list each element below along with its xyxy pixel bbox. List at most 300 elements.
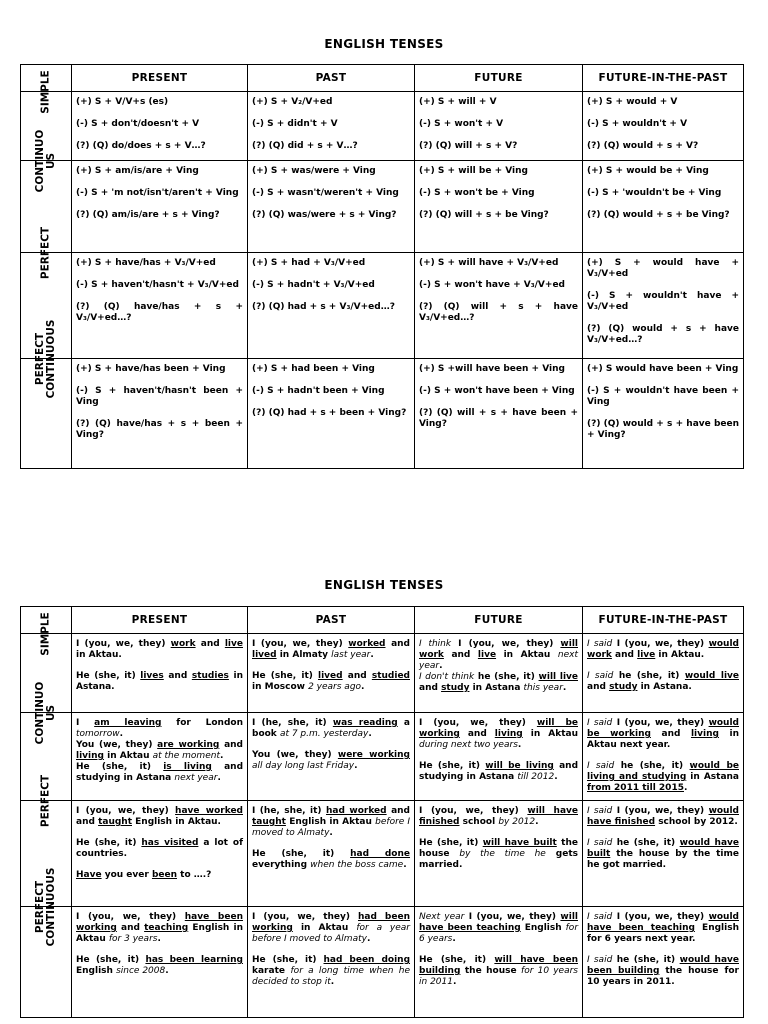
text-segment: I (you, we, they)	[419, 718, 537, 728]
text-segment: .	[119, 729, 123, 739]
text-segment: lived	[318, 671, 343, 681]
text-segment: He (she, it)	[76, 762, 164, 772]
example-paragraph	[587, 838, 739, 871]
table-row	[21, 253, 744, 359]
text-segment: he (she, it)	[614, 761, 690, 771]
text-segment: living	[494, 729, 523, 739]
row-label: PERFECT CONTINUOUS	[34, 319, 57, 399]
text-segment: English in Aktau.	[132, 817, 221, 827]
text-segment: He (she, it)	[76, 955, 146, 965]
text-segment: when the boss came	[310, 860, 404, 870]
text-segment: has been learning	[145, 955, 243, 965]
text-segment: study	[609, 682, 638, 692]
text-segment: .	[452, 934, 456, 944]
cell-future	[415, 161, 583, 253]
text-segment: I (you, we, they)	[612, 718, 709, 728]
formula-line: (+) S + would be + Ving	[587, 166, 709, 176]
text-segment: .	[366, 934, 371, 944]
text-segment: have worked	[175, 806, 243, 816]
text-segment: during next two years	[419, 740, 518, 750]
text-segment: English in Aktau	[285, 817, 376, 827]
formula-line: (-) S + hadn't + V₃/V+ed	[252, 280, 375, 290]
text-segment: He (she, it)	[419, 761, 486, 771]
text-segment: You (we, they)	[76, 740, 158, 750]
formula-line: (-) S + haven't/hasn't been + Ving	[76, 386, 243, 407]
text-segment: will have been teaching	[419, 912, 578, 933]
text-segment: tomorrow	[76, 729, 120, 739]
text-segment: I (you, we, they)	[464, 912, 561, 922]
row-label-cell	[21, 867, 72, 1018]
row-label: PERFECT CONTINUOUS	[34, 867, 57, 947]
text-segment: Have	[76, 870, 102, 880]
formula-line: (-) S + didn't + V	[252, 119, 338, 129]
text-segment: is living	[163, 762, 212, 772]
text-segment: by the time he	[459, 849, 546, 859]
text-segment: .	[403, 860, 407, 870]
cell-future-in-the-past	[583, 801, 744, 907]
formula-line: (-) S + wouldn't have + V₃/V+ed	[587, 291, 739, 312]
text-segment: all day long last Friday	[252, 761, 355, 771]
text-segment: live	[477, 650, 497, 660]
cell-past	[248, 801, 415, 907]
text-segment: I (you, we, they)	[419, 806, 528, 816]
formula-line: (?) (Q) will + s + be Ving?	[419, 210, 549, 220]
header-past: PAST	[248, 607, 415, 634]
text-segment: in Aktau.	[655, 650, 705, 660]
text-segment: .	[535, 817, 539, 827]
text-segment: I (you, we, they)	[252, 639, 349, 649]
text-segment: He (she, it)	[419, 955, 495, 965]
text-segment: I said	[587, 639, 613, 649]
text-segment: .	[361, 682, 365, 692]
text-segment: last year	[331, 650, 371, 660]
text-segment: taught	[252, 817, 286, 827]
text-segment: next year	[174, 773, 218, 783]
text-segment: I (you, we, they)	[76, 912, 185, 922]
example-paragraph	[419, 806, 578, 828]
text-segment: I said	[587, 671, 614, 681]
row-label: SIMPLE	[39, 70, 52, 114]
table-row	[21, 713, 744, 801]
text-segment: for a year before I moved to Almaty	[252, 923, 410, 944]
example-paragraph	[252, 718, 410, 740]
cell-future	[415, 92, 583, 161]
example-paragraph	[419, 838, 578, 871]
example-paragraph	[587, 718, 739, 751]
text-segment: school by 2012.	[655, 817, 738, 827]
cell-future	[415, 359, 583, 469]
example-paragraph	[252, 849, 410, 871]
formula-line: (-) S + wouldn't + V	[587, 119, 688, 129]
text-segment: from 2011 till 2015	[587, 783, 684, 793]
text-segment: teaching	[144, 923, 189, 933]
text-segment: He (she, it)	[252, 849, 351, 859]
text-segment: in Aktau	[103, 751, 153, 761]
cell-present	[72, 634, 248, 713]
text-segment: had been doing	[323, 955, 411, 965]
example-paragraph	[76, 955, 243, 977]
text-segment: I said	[587, 955, 613, 965]
example-paragraph	[419, 912, 578, 945]
cell-past	[248, 161, 415, 253]
text-segment: I (you, we, they)	[76, 806, 176, 816]
header-future-in-the-past: FUTURE-IN-THE-PAST	[583, 607, 744, 634]
text-segment: and studying in Astana	[419, 761, 579, 782]
text-segment: would live	[684, 671, 739, 681]
row-label: SIMPLE	[39, 612, 52, 656]
example-paragraph	[587, 806, 739, 828]
formula-line: (?) (Q) will + s + V?	[419, 141, 518, 151]
text-segment: .	[517, 740, 522, 750]
header-present: PRESENT	[72, 65, 248, 92]
cell-future-in-the-past	[583, 161, 744, 253]
text-segment: a book	[252, 718, 410, 739]
formula-line: (+) S + V₂/V+ed	[252, 97, 333, 107]
text-segment: for London	[161, 718, 243, 728]
tenses-formula-table	[20, 64, 744, 469]
row-label-cell	[21, 319, 72, 469]
text-segment: .	[330, 977, 335, 987]
text-segment: school	[459, 817, 499, 827]
text-segment: he (she, it)	[474, 672, 539, 682]
cell-past	[248, 359, 415, 469]
formula-line: (?) (Q) am/is/are + s + Ving?	[76, 210, 220, 220]
text-segment: karate	[252, 966, 291, 976]
cell-future-in-the-past	[583, 359, 744, 469]
cell-future	[415, 634, 583, 713]
formula-line: (-) S + won't have + V₃/V+ed	[419, 280, 565, 290]
text-segment: will have been building	[419, 955, 578, 976]
text-segment: live	[224, 639, 243, 649]
text-segment: .	[219, 751, 224, 761]
formula-line: (+) S would have been + Ving	[587, 364, 739, 374]
example-paragraph	[76, 718, 243, 784]
example-paragraph	[587, 912, 739, 945]
formula-line: (+) S + would + V	[587, 97, 678, 107]
text-segment: You (we, they)	[252, 750, 338, 760]
text-segment: in Aktau	[496, 650, 558, 660]
text-segment: will have finished	[419, 806, 578, 827]
text-segment: in Aktau next year.	[587, 729, 739, 750]
text-segment: in Astana	[686, 772, 739, 782]
cell-future-in-the-past	[583, 713, 744, 801]
formula-line: (+) S + was/were + Ving	[252, 166, 376, 176]
table-row	[21, 359, 744, 469]
formula-line: (-) S + haven't/hasn't + V₃/V+ed	[76, 280, 239, 290]
header-present: PRESENT	[72, 607, 248, 634]
text-segment: He (she, it)	[76, 838, 142, 848]
example-paragraph	[252, 955, 410, 988]
cell-present	[72, 359, 248, 469]
example-paragraph	[587, 955, 739, 988]
text-segment: in Moscow	[252, 682, 309, 692]
text-segment: .	[439, 661, 443, 671]
text-segment: you ever	[101, 870, 152, 880]
text-segment: studies	[191, 671, 229, 681]
text-segment: and	[219, 740, 243, 750]
text-segment: I (you, we, they)	[252, 912, 358, 922]
text-segment: will live	[538, 672, 578, 682]
text-segment: I said	[587, 718, 613, 728]
text-segment: live	[637, 650, 656, 660]
formula-line: (-) S + 'm not/isn't/aren't + Ving	[76, 188, 239, 198]
formula-line: (+) S + V/V+s (es)	[76, 97, 169, 107]
cell-future-in-the-past	[583, 253, 744, 359]
cell-present	[72, 713, 248, 801]
formula-line: (+) S +will have been + Ving	[419, 364, 565, 374]
text-segment: lived	[252, 650, 277, 660]
header-future-in-the-past: FUTURE-IN-THE-PAST	[583, 65, 744, 92]
text-segment: and studying in Astana	[76, 762, 244, 783]
formula-line: (-) S + wouldn't have been + Ving	[587, 386, 739, 407]
text-segment: I (you, we, they)	[612, 806, 709, 816]
formula-line: (?) (Q) will + s + have been + Ving?	[419, 408, 578, 429]
example-paragraph	[419, 761, 578, 783]
row-label: PERFECT	[39, 774, 52, 828]
formula-line: (+) S + will have + V₃/V+ed	[419, 258, 559, 268]
text-segment: would have been building	[587, 955, 739, 976]
text-segment: he (she, it)	[613, 671, 685, 681]
example-paragraph	[419, 718, 578, 751]
cell-future-in-the-past	[583, 634, 744, 713]
example-paragraph	[419, 639, 578, 694]
example-paragraph	[587, 639, 739, 661]
text-segment: for a long time when he decided to stop it	[252, 966, 410, 987]
text-segment: worked	[348, 639, 386, 649]
example-paragraph	[587, 761, 739, 794]
cell-future	[415, 253, 583, 359]
text-segment: I (you, we, they)	[76, 639, 171, 649]
text-segment: .	[562, 683, 567, 693]
text-segment: gets married.	[419, 849, 579, 870]
row-label: CONTINUO US	[34, 129, 57, 193]
text-segment: been	[151, 870, 178, 880]
formula-line: (+) S + am/is/are + Ving	[76, 166, 199, 176]
text-segment: .	[165, 966, 169, 976]
text-segment: .	[370, 650, 374, 660]
table-row	[21, 907, 744, 1018]
formula-line: (+) S + will be + Ving	[419, 166, 528, 176]
text-segment: study	[441, 683, 470, 693]
text-segment: and	[459, 729, 495, 739]
text-segment: before I moved to Almaty	[252, 817, 410, 838]
text-segment: and	[443, 650, 478, 660]
text-segment: would have built	[587, 838, 739, 859]
text-segment: will be working	[419, 718, 578, 739]
text-segment: I (he, she, it)	[252, 718, 333, 728]
text-segment: will be living	[485, 761, 554, 771]
text-segment: in Almaty	[276, 650, 332, 660]
example-paragraph	[76, 639, 243, 661]
text-segment: and	[116, 923, 145, 933]
text-segment: since 2008	[116, 966, 166, 976]
text-segment: English	[520, 923, 566, 933]
text-segment: and	[611, 650, 638, 660]
text-segment: I (he, she, it)	[252, 806, 326, 816]
text-segment: .	[157, 934, 161, 944]
formula-line: (?) (Q) was/were + s + Ving?	[252, 210, 397, 220]
formula-line: (+) S + have/has + V₃/V+ed	[76, 258, 216, 268]
row-label: CONTINUO US	[34, 681, 57, 745]
text-segment: will work	[419, 639, 578, 660]
text-segment: next year	[419, 650, 578, 671]
formula-line: (-) S + 'wouldn't be + Ving	[587, 188, 722, 198]
text-segment: for 6 years	[419, 923, 579, 944]
text-segment: work	[170, 639, 196, 649]
text-segment: and	[342, 671, 372, 681]
text-segment: had been working	[252, 912, 410, 933]
example-paragraph	[252, 671, 410, 693]
formula-line: (-) S + don't/doesn't + V	[76, 119, 200, 129]
cell-past	[248, 92, 415, 161]
text-segment: and	[195, 639, 225, 649]
header-past: PAST	[248, 65, 415, 92]
text-segment: for 10 years in 2011	[419, 966, 579, 987]
formula-line: (?) (Q) would + s + have V₃/V+ed…?	[587, 324, 739, 345]
text-segment: and	[76, 817, 99, 827]
text-segment: English in Aktau	[76, 923, 243, 944]
text-segment: at 7 p.m. yesterday	[279, 729, 369, 739]
cell-future-in-the-past	[583, 92, 744, 161]
formula-line: (?) (Q) did + s + V…?	[252, 141, 358, 151]
text-segment: would have been teaching	[587, 912, 739, 933]
table-row	[21, 801, 744, 907]
text-segment: and	[587, 682, 610, 692]
text-segment: and	[163, 671, 192, 681]
text-segment: at the moment	[152, 751, 220, 761]
cell-future	[415, 907, 583, 1018]
header-future: FUTURE	[415, 607, 583, 634]
text-segment: I said	[587, 912, 613, 922]
example-paragraph	[76, 912, 243, 945]
text-segment: He (she, it)	[76, 671, 141, 681]
text-segment: .	[354, 761, 358, 771]
text-segment: the house	[419, 838, 578, 859]
cell-present	[72, 161, 248, 253]
text-segment: .	[683, 783, 688, 793]
example-paragraph	[419, 955, 578, 988]
text-segment: I think	[419, 639, 452, 649]
text-segment: in Astana	[469, 683, 524, 693]
formula-line: (?) (Q) had + s + V₃/V+ed…?	[252, 302, 395, 312]
text-segment: .	[452, 977, 457, 987]
text-segment: He (she, it)	[419, 838, 483, 848]
text-segment: English	[76, 966, 117, 976]
table-header-row	[21, 65, 744, 92]
cell-past	[248, 253, 415, 359]
cell-future	[415, 801, 583, 907]
formula-line: (-) S + won't be + Ving	[419, 188, 535, 198]
text-segment: he (she, it)	[612, 955, 680, 965]
text-segment: this year	[523, 683, 563, 693]
text-segment: He (she, it)	[252, 955, 324, 965]
formula-line: (?) (Q) would + s + be Ving?	[587, 210, 730, 220]
formula-line: (+) S + will + V	[419, 97, 497, 107]
text-segment: would have finished	[587, 806, 739, 827]
table2-title: ENGLISH TENSES	[324, 578, 444, 592]
tenses-examples-table	[20, 606, 744, 1018]
text-segment: am leaving	[94, 718, 162, 728]
cell-future-in-the-past	[583, 907, 744, 1018]
formula-line: (-) S + wasn't/weren't + Ving	[252, 188, 399, 198]
text-segment: Next year	[419, 912, 465, 922]
text-segment: was reading	[332, 718, 398, 728]
example-paragraph	[76, 671, 243, 693]
formula-line: (?) (Q) will + s + have V₃/V+ed…?	[419, 302, 578, 323]
text-segment: in Astana.	[76, 671, 243, 692]
text-segment: and	[385, 639, 410, 649]
text-segment: would be working	[587, 718, 739, 739]
cell-present	[72, 92, 248, 161]
cell-present	[72, 907, 248, 1018]
text-segment: would be living and studying	[587, 761, 739, 782]
example-paragraph	[76, 806, 243, 828]
formula-line: (-) S + hadn't been + Ving	[252, 386, 385, 396]
text-segment: the house by the time he got married.	[587, 849, 739, 870]
text-segment: I (you, we, they)	[612, 912, 709, 922]
text-segment: the house for 10 years in 2011.	[587, 966, 739, 987]
text-segment: has visited	[141, 838, 199, 848]
text-segment: English for 6 years next year.	[587, 923, 739, 944]
text-segment: are working	[157, 740, 220, 750]
text-segment: .	[217, 773, 221, 783]
text-segment: living	[690, 729, 719, 739]
table-row	[21, 634, 744, 713]
text-segment: would work	[587, 639, 739, 660]
formula-line: (+) S + had been + Ving	[252, 364, 375, 374]
text-segment: in Aktau	[292, 923, 357, 933]
text-segment: I said	[587, 761, 615, 771]
text-segment: by 2012	[498, 817, 536, 827]
text-segment: taught	[98, 817, 132, 827]
text-segment: had worked	[326, 806, 387, 816]
formula-line: (?) (Q) would + s + have been + Ving?	[587, 419, 739, 440]
example-paragraph	[76, 870, 243, 881]
text-segment: and	[650, 729, 691, 739]
text-segment: .	[368, 729, 372, 739]
cell-past	[248, 634, 415, 713]
cell-future	[415, 713, 583, 801]
text-segment: for 3 years	[108, 934, 158, 944]
text-segment: in Aktau	[522, 729, 578, 739]
cell-past	[248, 907, 415, 1018]
text-segment: the house	[460, 966, 522, 976]
text-segment: lives	[140, 671, 164, 681]
text-segment: in Astana.	[637, 682, 692, 692]
text-segment: have been working	[76, 912, 243, 933]
text-segment: .	[554, 772, 558, 782]
text-segment: studied	[371, 671, 410, 681]
text-segment: 2 years ago	[308, 682, 362, 692]
example-paragraph	[587, 671, 739, 693]
header-future: FUTURE	[415, 65, 583, 92]
table-row	[21, 161, 744, 253]
text-segment: till 2012	[517, 772, 555, 782]
text-segment: and	[419, 683, 442, 693]
text-segment: to ….?	[177, 870, 212, 880]
cell-present	[72, 801, 248, 907]
row-label: PERFECT	[39, 226, 52, 280]
formula-line: (+) S + have/has been + Ving	[76, 364, 226, 374]
text-segment: and	[386, 806, 410, 816]
formula-line: (+) S + would have + V₃/V+ed	[587, 258, 739, 279]
formula-line: (?) (Q) had + s + been + Ving?	[252, 408, 407, 418]
cell-present	[72, 253, 248, 359]
formula-line: (-) S + won't have been + Ving	[419, 386, 575, 396]
formula-line: (-) S + won't + V	[419, 119, 504, 129]
text-segment: living	[76, 751, 104, 761]
text-segment: in Aktau.	[76, 650, 122, 660]
